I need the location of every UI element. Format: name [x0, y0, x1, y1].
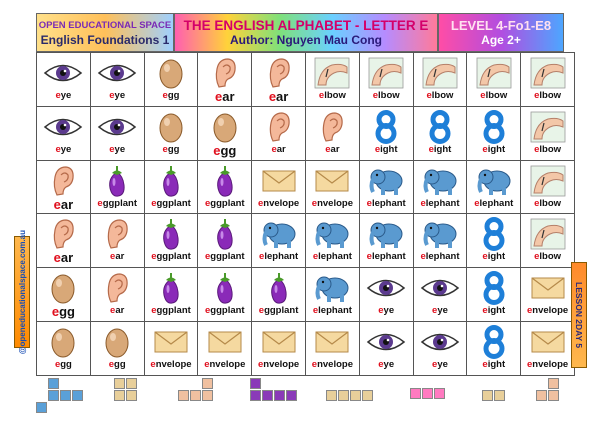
grid-row [37, 106, 575, 160]
vocab-word: elephant [312, 305, 352, 317]
vocab-card [467, 214, 521, 268]
vocab-card [359, 268, 413, 322]
vocab-word: elephant [259, 251, 299, 263]
vocab-card [144, 321, 198, 375]
eye-icon [37, 110, 90, 144]
author-label: Author: Nguyen Mau Cong [230, 32, 382, 47]
vocab-card [305, 321, 359, 375]
ear-icon [37, 164, 90, 198]
vocab-word: eye [55, 143, 72, 155]
egg-icon [91, 325, 144, 359]
vocab-word: eight [482, 251, 506, 263]
vocab-word: envelope [257, 358, 300, 370]
vocab-word: ear [268, 89, 289, 104]
egg-icon [198, 110, 251, 144]
eye-icon [91, 110, 144, 144]
course-label: English Foundations 1 [40, 32, 170, 47]
elbow-icon [521, 110, 574, 144]
vocab-word: eight [482, 143, 506, 155]
vocab-card [90, 53, 144, 107]
envelope-icon [306, 164, 359, 198]
thumbnail-elephant [36, 378, 83, 413]
vocab-word: eggplant [151, 305, 191, 317]
eggplant-icon [252, 271, 305, 305]
elephant-icon [306, 271, 359, 305]
vocab-card [305, 268, 359, 322]
vocab-card [305, 53, 359, 107]
vocab-word: eye [432, 305, 448, 317]
vocab-card [252, 160, 306, 214]
vocab-card [413, 214, 467, 268]
elbow-icon [306, 56, 359, 90]
vocab-card [521, 214, 575, 268]
vocab-card [305, 106, 359, 160]
vocab-word: eggplant [151, 197, 191, 209]
vocab-card [144, 53, 198, 107]
envelope-icon [145, 325, 198, 359]
vocab-word: ear [110, 305, 125, 317]
ear-icon [252, 110, 305, 144]
vocab-word: eggplant [151, 251, 191, 263]
vocab-word: eye [432, 358, 448, 370]
vocab-word: envelope [526, 358, 569, 370]
eye-icon [360, 271, 413, 305]
vocab-card [37, 160, 91, 214]
vocab-word: eggplant [97, 197, 137, 209]
vocab-card [413, 160, 467, 214]
publisher-label: OPEN EDUCATIONAL SPACE [38, 19, 172, 31]
vocab-card [37, 106, 91, 160]
vocab-card [413, 321, 467, 375]
vocab-word: ear [271, 143, 286, 155]
eye-icon [37, 56, 90, 90]
vocab-card [359, 106, 413, 160]
vocab-word: elbow [318, 90, 346, 101]
vocab-card [37, 321, 91, 375]
vocab-word: egg [162, 143, 180, 155]
elbow-icon [360, 56, 413, 90]
vocab-word: ear [53, 196, 74, 212]
eggplant-icon [145, 271, 198, 305]
vocab-card [198, 106, 252, 160]
vocab-card [90, 268, 144, 322]
vocab-word: eye [109, 90, 126, 101]
vocab-word: elephant [474, 197, 514, 209]
vocab-card [467, 321, 521, 375]
vocab-word: egg [51, 304, 75, 320]
vocab-word: ear [53, 250, 74, 266]
elbow-icon [521, 164, 574, 198]
vocab-word: elbow [534, 251, 562, 263]
vocab-word: elbow [480, 90, 508, 101]
thumbnail-eye [114, 378, 137, 401]
grid-row [37, 53, 575, 107]
vocab-card [359, 53, 413, 107]
envelope-icon [306, 325, 359, 359]
vocab-word: eye [55, 90, 72, 101]
envelope-icon [198, 325, 251, 359]
ear-icon [91, 217, 144, 251]
title-banner [174, 13, 438, 52]
vocab-word: envelope [311, 358, 353, 370]
eggplant-icon [145, 217, 198, 251]
age-label: Age 2+ [481, 32, 521, 47]
grid-row [37, 268, 575, 322]
vocab-card [467, 53, 521, 107]
vocab-card [198, 53, 252, 107]
vocab-card [144, 214, 198, 268]
egg-icon [145, 110, 198, 144]
vocab-card [90, 214, 144, 268]
eggplant-icon [198, 164, 251, 198]
vocab-word: eye [378, 358, 395, 370]
thumbnail-egg [536, 378, 559, 401]
vocab-word: elephant [420, 251, 460, 263]
elbow-icon [467, 56, 520, 90]
vocab-word: envelope [150, 358, 192, 370]
vocab-word: egg [54, 358, 72, 370]
vocab-word: eggplant [258, 305, 299, 317]
vocab-word: elbow [534, 143, 562, 155]
vocab-card [252, 321, 306, 375]
eight-icon [360, 110, 413, 144]
vocab-word: egg [162, 90, 180, 101]
vocab-card [144, 106, 198, 160]
vocab-word: ear [110, 251, 125, 263]
vocab-word: eight [428, 143, 452, 155]
vocab-card [252, 268, 306, 322]
vocab-word: eggplant [204, 197, 245, 209]
vocab-word: envelope [526, 305, 569, 317]
vocab-word: eggplant [204, 305, 245, 317]
vocab-card [521, 321, 575, 375]
vocab-card [90, 321, 144, 375]
elephant-icon [414, 164, 467, 198]
vocab-word: elbow [426, 90, 454, 101]
grid-row [37, 214, 575, 268]
vocab-word: elephant [312, 251, 352, 263]
ear-icon [91, 271, 144, 305]
vocab-card [413, 53, 467, 107]
grid-row [37, 321, 575, 375]
thumbnail-eggplant [250, 378, 297, 401]
envelope-icon [521, 271, 574, 305]
vocab-card [198, 268, 252, 322]
eggplant-icon [198, 271, 251, 305]
elephant-icon [467, 164, 520, 198]
vocab-card [198, 160, 252, 214]
eye-icon [414, 325, 467, 359]
elbow-icon [414, 56, 467, 90]
vocab-word: eye [109, 143, 126, 155]
vocab-word: eight [482, 358, 506, 370]
thumbnail-ear [178, 378, 213, 401]
vocab-card [37, 268, 91, 322]
vocab-card [144, 160, 198, 214]
egg-icon [145, 56, 198, 90]
vocab-word: elbow [534, 197, 562, 209]
elephant-icon [360, 164, 413, 198]
website-label: @openeducationalspace.com.au [17, 229, 27, 355]
vocab-card [521, 106, 575, 160]
elephant-icon [252, 217, 305, 251]
vocab-card [413, 106, 467, 160]
vocab-word: eggplant [204, 251, 245, 263]
eight-icon [467, 110, 520, 144]
vocab-word: ear [325, 143, 340, 155]
vocab-word: elbow [534, 90, 562, 101]
vocab-word: elephant [420, 197, 460, 209]
vocab-card [467, 268, 521, 322]
page-title: THE ENGLISH ALPHABET - LETTER E [183, 17, 429, 33]
vocab-card [305, 160, 359, 214]
vocab-word: eight [482, 305, 506, 317]
vocab-card [359, 160, 413, 214]
vocab-word: eye [378, 305, 395, 317]
vocab-card [198, 321, 252, 375]
elbow-icon [521, 56, 574, 90]
vocab-word: elephant [366, 197, 406, 209]
level-banner [438, 13, 564, 52]
ear-icon [37, 217, 90, 251]
elbow-icon [521, 217, 574, 251]
eight-icon [467, 325, 520, 359]
vocabulary-grid [36, 52, 575, 376]
vocab-word: envelope [204, 358, 246, 370]
thumbnail-envelope [326, 390, 373, 401]
level-label: LEVEL 4-Fo1-E8 [450, 17, 552, 33]
ear-icon [252, 56, 305, 90]
vocab-card [37, 53, 91, 107]
egg-icon [37, 325, 90, 359]
vocab-card [521, 160, 575, 214]
vocab-card [252, 106, 306, 160]
vocab-card [37, 214, 91, 268]
elephant-icon [360, 217, 413, 251]
ear-icon [198, 56, 251, 90]
vocab-word: egg [213, 142, 237, 158]
lesson-sidebar [571, 262, 587, 368]
eight-icon [467, 217, 520, 251]
vocab-card [90, 106, 144, 160]
thumbnail-envelope-pair [482, 390, 505, 401]
eggplant-icon [145, 164, 198, 198]
elephant-icon [414, 217, 467, 251]
vocab-word: ear [215, 89, 235, 104]
vocab-word: egg [108, 358, 126, 370]
eye-icon [360, 325, 413, 359]
envelope-icon [252, 164, 305, 198]
vocab-card [252, 53, 306, 107]
vocab-word: envelope [257, 197, 300, 209]
vocab-word: envelope [311, 197, 353, 209]
envelope-icon [521, 325, 574, 359]
vocab-card [413, 268, 467, 322]
vocab-card [305, 214, 359, 268]
envelope-icon [252, 325, 305, 359]
vocab-card [359, 321, 413, 375]
vocab-card [467, 106, 521, 160]
egg-icon [37, 271, 90, 305]
eye-icon [91, 56, 144, 90]
vocab-word: eight [374, 143, 398, 155]
vocab-card [359, 214, 413, 268]
vocab-card [521, 53, 575, 107]
lesson-label: LESSON 2DAY 5 [574, 281, 584, 349]
vocab-word: elbow [372, 90, 400, 101]
vocab-card [90, 160, 144, 214]
vocab-card [252, 214, 306, 268]
eye-icon [414, 271, 467, 305]
vocab-card [521, 268, 575, 322]
eight-icon [467, 271, 520, 305]
eggplant-icon [91, 164, 144, 198]
thumbnail-eight [410, 388, 445, 399]
ear-icon [306, 110, 359, 144]
eggplant-icon [198, 217, 251, 251]
elephant-icon [306, 217, 359, 251]
series-banner [36, 13, 174, 52]
vocab-card [467, 160, 521, 214]
vocab-card [144, 268, 198, 322]
vocab-word: elephant [366, 251, 406, 263]
vocab-card [198, 214, 252, 268]
grid-row [37, 160, 575, 214]
eight-icon [414, 110, 467, 144]
website-sidebar [14, 229, 30, 355]
